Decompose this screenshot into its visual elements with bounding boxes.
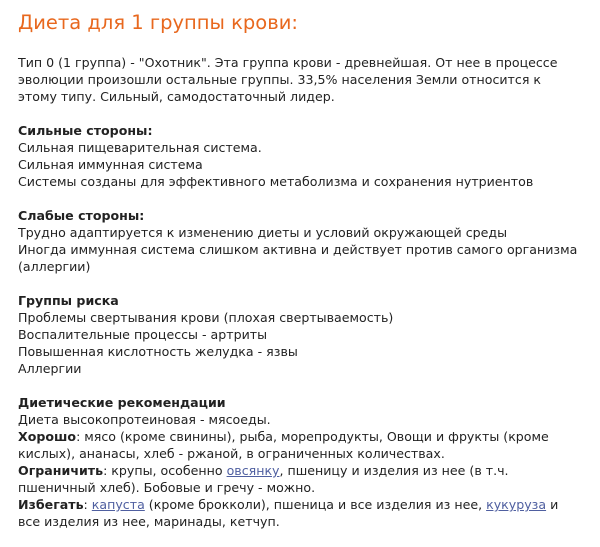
risks-item: Аллергии	[18, 361, 82, 376]
avoid-foods-text: и	[546, 497, 559, 512]
recommendations-section	[18, 394, 596, 530]
article-body	[18, 54, 596, 530]
risks-item: Проблемы свертывания крови (плохая свертываемость)	[18, 310, 394, 325]
avoid-foods-line	[18, 496, 596, 513]
weaknesses-heading: Слабые стороны:	[18, 208, 145, 223]
risks-item: Воспалительные процессы - артриты	[18, 327, 268, 342]
cabbage-link[interactable]: капуста	[91, 497, 145, 512]
strengths-item: Сильная пищеварительная система.	[18, 140, 262, 155]
intro-line: Тип 0 (1 группа) - "Охотник". Эта группа крови - древнейшая. От нее в процессе	[18, 55, 558, 70]
oatmeal-link[interactable]: овсянку	[226, 463, 280, 478]
good-foods-text: : мясо (кроме свинины), рыба, морепродукты, Овощи и фрукты (кроме	[76, 429, 549, 444]
strengths-section	[18, 122, 596, 190]
limit-foods-text: : крупы, особенно	[103, 463, 227, 478]
good-foods-label: Хорошо	[18, 429, 77, 444]
limit-foods-label: Ограничить	[18, 463, 104, 478]
weaknesses-section	[18, 207, 596, 275]
weaknesses-item: (аллергии)	[18, 259, 91, 274]
avoid-foods-text: :	[83, 497, 92, 512]
intro-paragraph	[18, 54, 596, 105]
good-foods-line	[18, 428, 596, 445]
risks-item: Повышенная кислотность желудка - язвы	[18, 344, 298, 359]
weaknesses-item: Иногда иммунная система слишком активна и действует против самого организма	[18, 242, 578, 257]
intro-line: эволюции произошли остальные группы. 33,5% населения Земли относится к	[18, 72, 542, 87]
corn-link[interactable]: кукуруза	[486, 497, 547, 512]
page-title: Диета для 1 группы крови:	[18, 11, 298, 34]
weaknesses-item: Трудно адаптируется к изменению диеты и условий окружающей среды	[18, 225, 508, 240]
strengths-heading: Сильные стороны:	[18, 123, 153, 138]
risks-section	[18, 292, 596, 377]
avoid-foods-text: (кроме брокколи), пшеница и все изделия из нее,	[144, 497, 487, 512]
limit-foods-line: пшеничный хлеб). Бобовые и гречу - можно.	[18, 480, 316, 495]
diet-type-line: Диета высокопротеиновая - мясоеды.	[18, 412, 271, 427]
strengths-item: Системы созданы для эффективного метаболизма и сохранения нутриентов	[18, 174, 534, 189]
recommendations-heading: Диетические рекомендации	[18, 395, 226, 410]
strengths-item: Сильная иммунная система	[18, 157, 203, 172]
good-foods-line: кислых), ананасы, хлеб - ржаной, в ограниченных количествах.	[18, 446, 445, 461]
risks-heading: Группы риска	[18, 293, 119, 308]
avoid-foods-label: Избегать	[18, 497, 84, 512]
limit-foods-text: , пшеницу и изделия из нее (в т.ч.	[279, 463, 509, 478]
avoid-foods-line: все изделия из нее, маринады, кетчуп.	[18, 514, 280, 529]
limit-foods-line	[18, 462, 596, 479]
intro-line: этому типу. Сильный, самодостаточный лидер.	[18, 89, 335, 104]
